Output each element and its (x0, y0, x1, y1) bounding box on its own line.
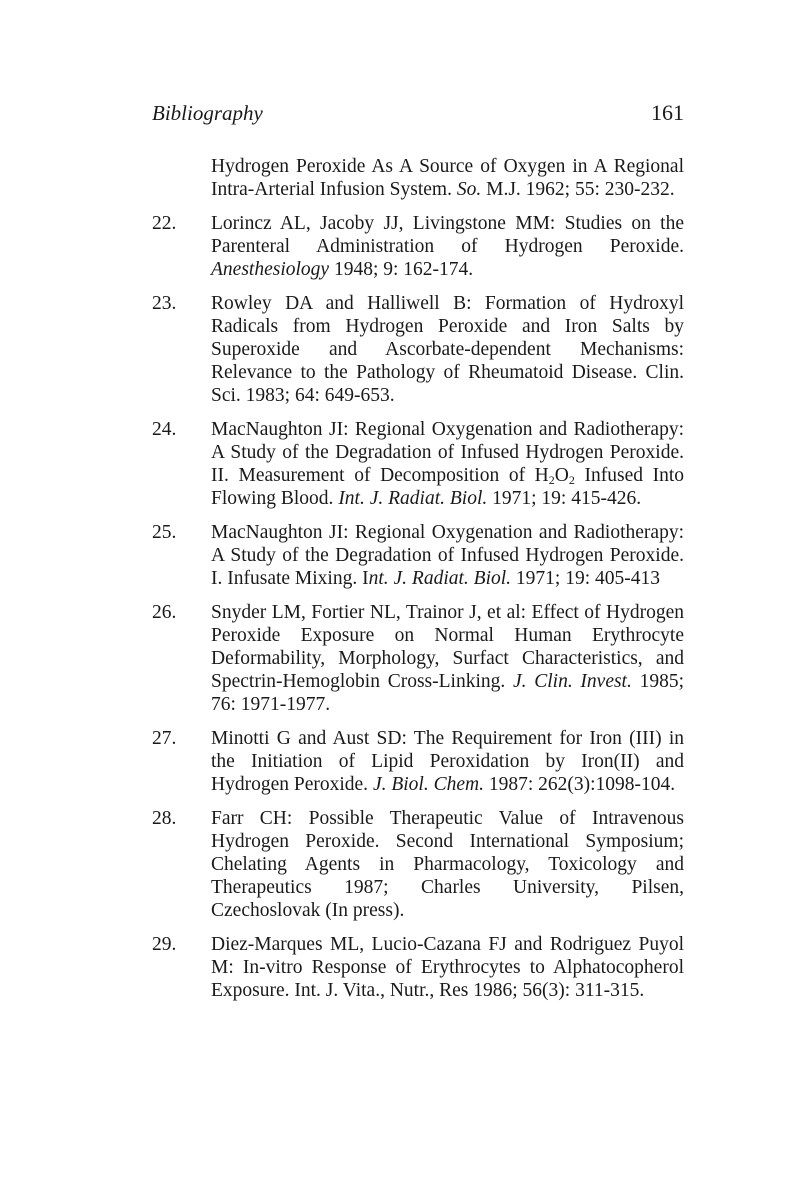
reference-text: Lorincz AL, Jacoby JJ, Livingstone MM: Studies on the Parenteral Administration of Hydrogen Peroxide. Anesthesiology 1948; 9: 162-174. (211, 213, 684, 280)
reference-number: 24. (152, 419, 177, 440)
reference-text: Minotti G and Aust SD: The Requirement for Iron (III) in the Initiation of Lipid Peroxidation by Iron(II) and Hydrogen Peroxide. J. Biol. Chem. 1987: 262(3):1098-104. (211, 728, 684, 795)
reference-24 (152, 418, 684, 510)
reference-text: MacNaughton JI: Regional Oxygenation and Radiotherapy: A Study of the Degradation of Infused Hydrogen Peroxide. I. Infusate Mixing. Int. J. Radiat. Biol. 1971; 19: 405-413 (211, 522, 684, 589)
reference-27 (152, 727, 684, 796)
page-header (152, 100, 684, 134)
reference-22 (152, 212, 684, 281)
reference-text: MacNaughton JI: Regional Oxygenation and Radiotherapy: A Study of the Degradation of Infused Hydrogen Peroxide. II. Measurement of Decomposition of $H_2O_2$ Infused Into Flowing Blood. Int. J. Radiat. Biol. 1971; 19: 415-426. (211, 419, 684, 509)
reference-text: Snyder LM, Fortier NL, Trainor J, et al: Effect of Hydrogen Peroxide Exposure on Normal Human Erythrocyte Deformability, Morphology, Surfact Characteristics, and Spectrin-Hemoglobin Cross-Linking. J. Clin. Invest. 1985; 76: 1971-1977. (211, 602, 685, 715)
reference-number: 25. (152, 522, 177, 543)
reference-25 (152, 521, 684, 590)
reference-number: 23. (152, 293, 177, 314)
bibliography-list (152, 155, 684, 1013)
reference-number: 29. (152, 934, 177, 955)
reference-text: Farr CH: Possible Therapeutic Value of Intravenous Hydrogen Peroxide. Second International Symposium; Chelating Agents in Pharmacology, Toxicology and Therapeutics 1987; Charles University, Pilsen, Czechoslovak (In press). (211, 808, 684, 921)
reference-28 (152, 807, 684, 922)
reference-26 (152, 601, 684, 716)
reference-text: Diez-Marques ML, Lucio-Cazana FJ and Rodriguez Puyol M: In-vitro Response of Erythrocytes to Alphatocopherol Exposure. Int. J. Vita., Nutr., Res 1986; 56(3): 311-315. (211, 934, 684, 1001)
reference-23 (152, 292, 684, 407)
page-number: 161 (651, 100, 684, 125)
reference-continuation: Hydrogen Peroxide As A Source of Oxygen in A Regional Intra-Arterial Infusion System. So. M.J. 1962; 55: 230-232. (211, 156, 684, 200)
reference-number: 27. (152, 728, 177, 749)
reference-text: Rowley DA and Halliwell B: Formation of Hydroxyl Radicals from Hydrogen Peroxide and Iron Salts by Superoxide and Ascorbate-dependent Mechanisms: Relevance to the Pathology of Rheumatoid Disease. Clin. Sci. 1983; 64: 649-653. (211, 293, 684, 406)
reference-number: 22. (152, 213, 177, 234)
running-title: Bibliography (152, 101, 263, 125)
reference-number: 26. (152, 602, 177, 623)
reference-29 (152, 933, 684, 1002)
reference-number: 28. (152, 808, 177, 829)
